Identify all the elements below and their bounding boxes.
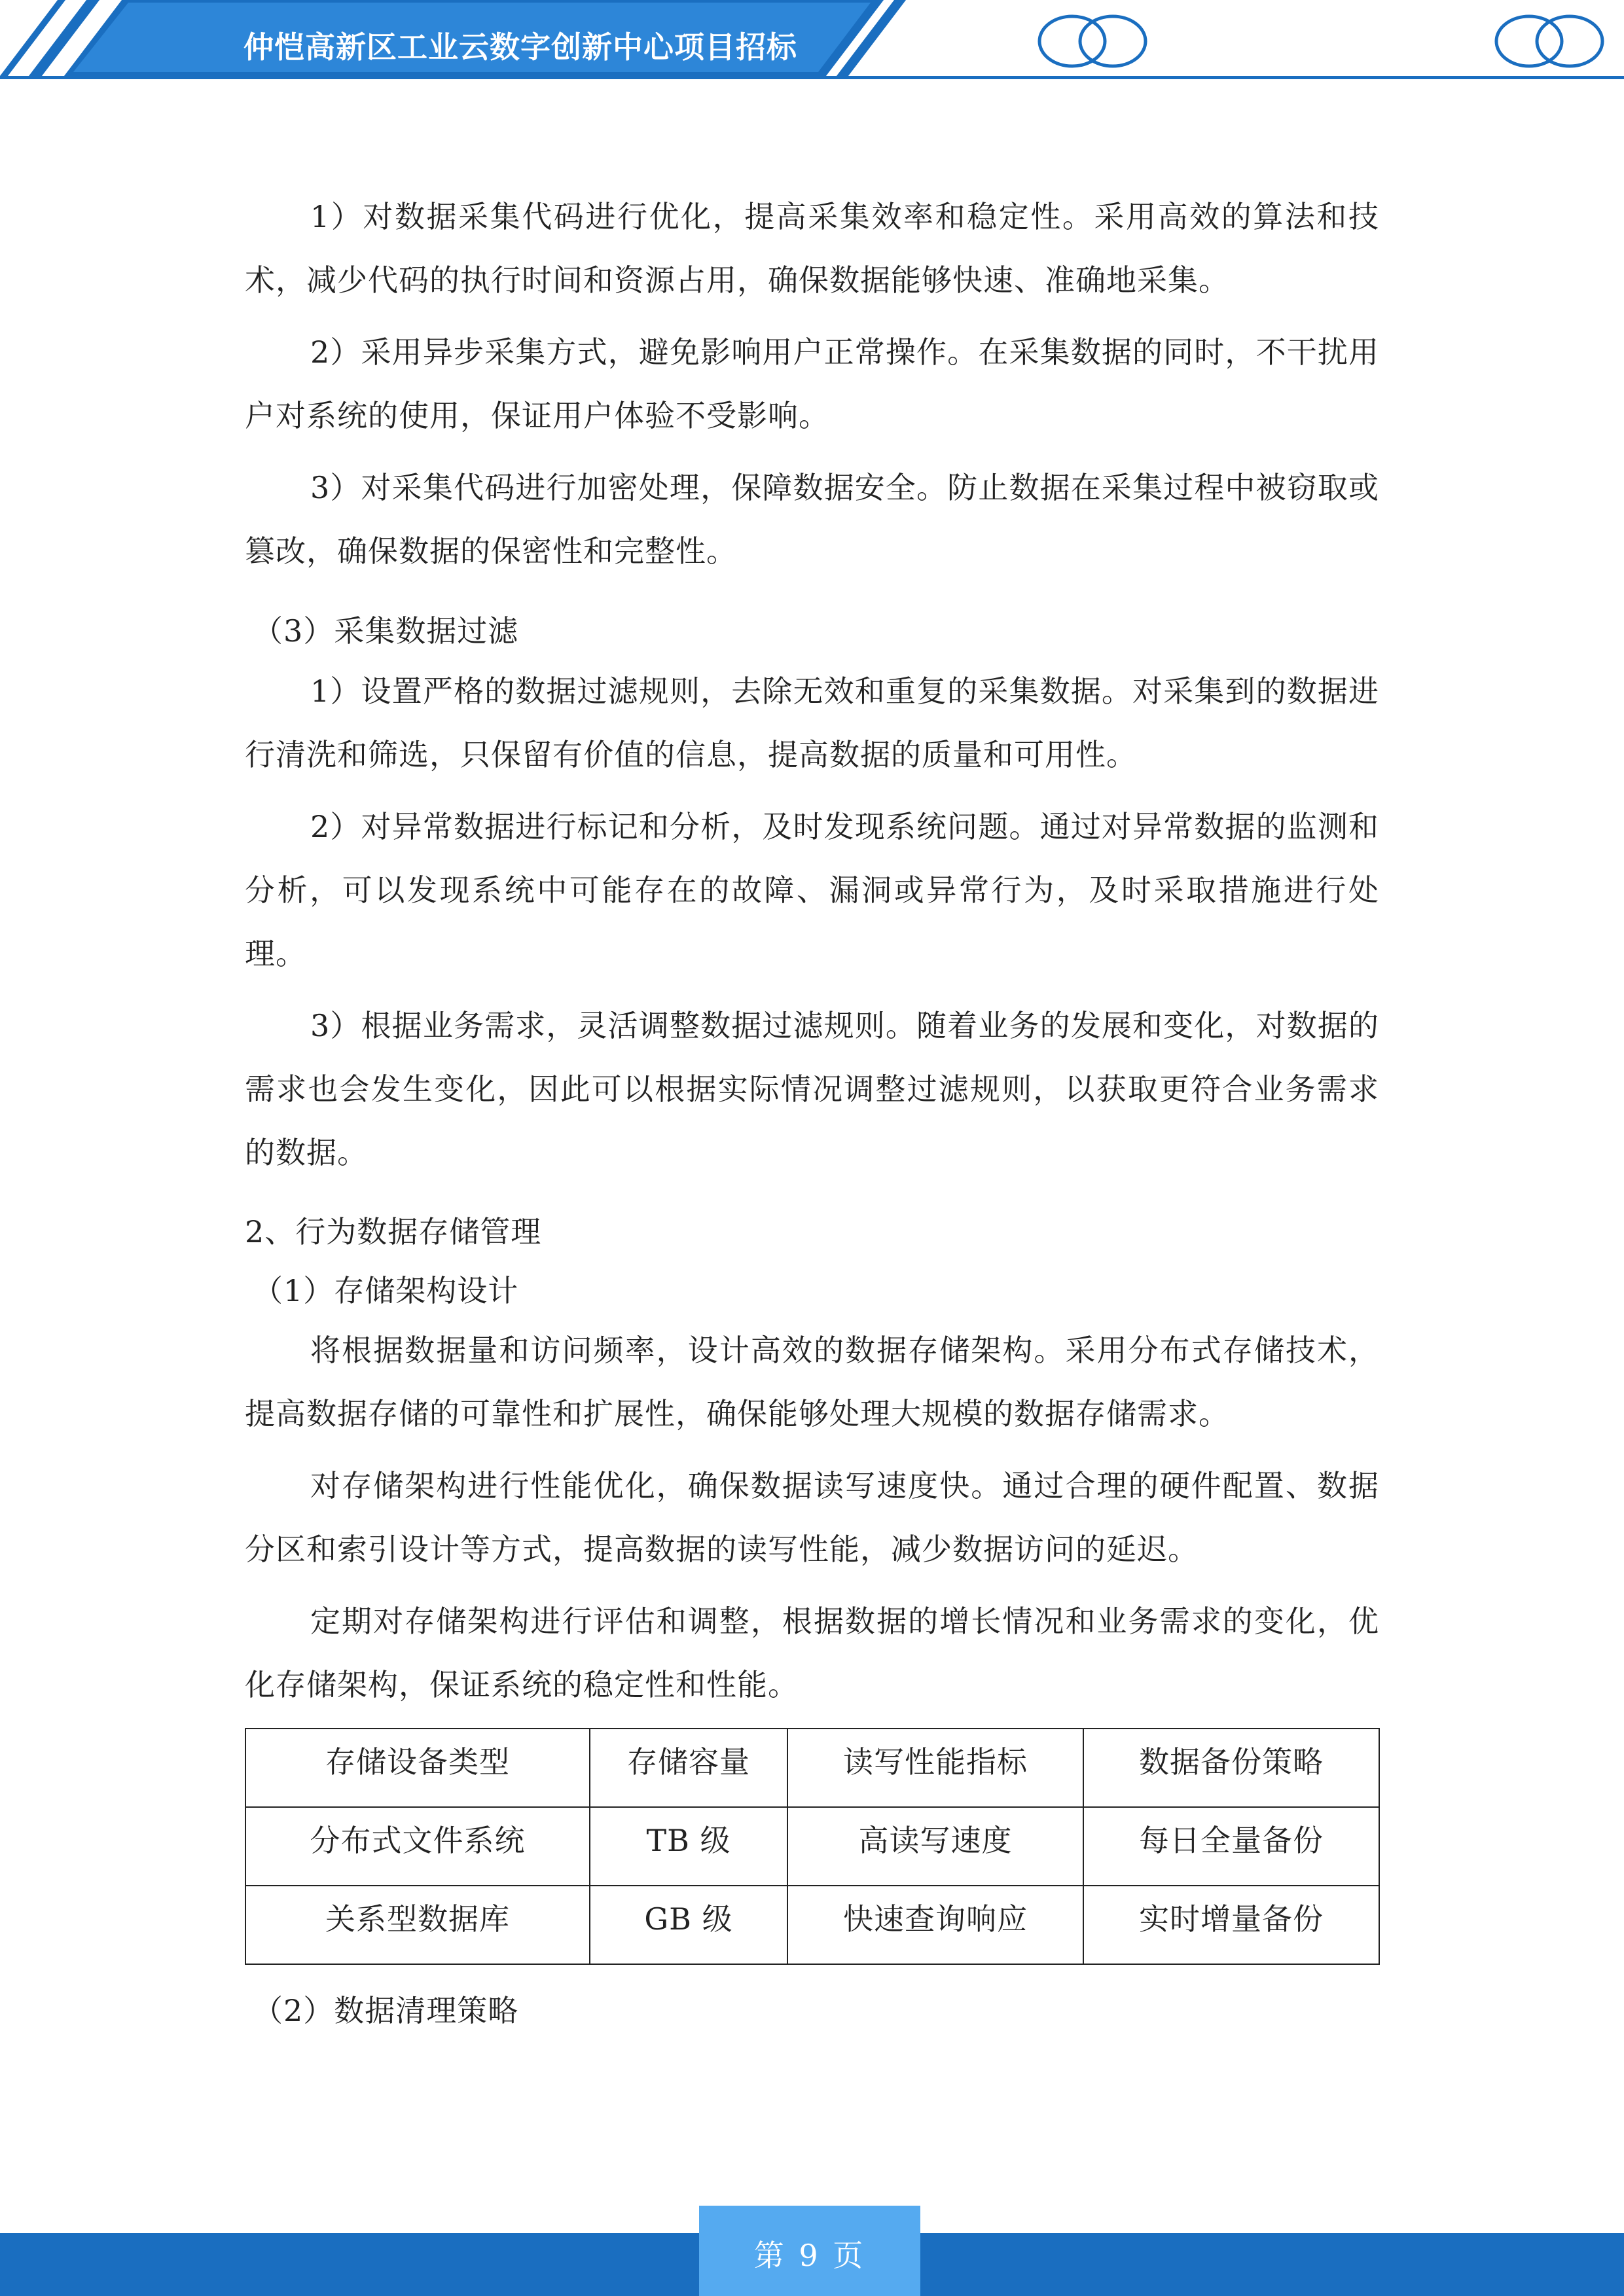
table-header-cell: 数据备份策略 xyxy=(1083,1729,1379,1807)
paragraph: 对存储架构进行性能优化，确保数据读写速度快。通过合理的硬件配置、数据分区和索引设计等方式，提高数据的读写性能，减少数据访问的延迟。 xyxy=(245,1468,1379,1567)
paragraph: 3）根据业务需求，灵活调整数据过滤规则。随着业务的发展和变化，对数据的需求也会发生变化，因此可以根据实际情况调整过滤规则，以获取更符合业务需求的数据。 xyxy=(245,1008,1379,1170)
paragraph: 1）对数据采集代码进行优化，提高采集效率和稳定性。采用高效的算法和技术，减少代码的执行时间和资源占用，确保数据能够快速、准确地采集。 xyxy=(245,199,1379,298)
section-subheading: （3）采集数据过滤 xyxy=(253,613,519,649)
page-number: 第 9 页 xyxy=(753,2238,866,2273)
table-cell: GB 级 xyxy=(590,1886,787,1964)
table-header-cell: 读写性能指标 xyxy=(787,1729,1083,1807)
table-header-cell: 存储容量 xyxy=(590,1729,787,1807)
paragraph: 2）采用异步采集方式，避免影响用户正常操作。在采集数据的同时，不干扰用户对系统的使用，保证用户体验不受影响。 xyxy=(245,334,1379,433)
section-heading: 2、行为数据存储管理 xyxy=(245,1214,542,1249)
rings-logo-icon xyxy=(1496,16,1602,66)
table-cell: 分布式文件系统 xyxy=(245,1807,590,1886)
table-cell: TB 级 xyxy=(590,1807,787,1886)
table-cell: 高读写速度 xyxy=(787,1807,1083,1886)
paragraph: 2）对异常数据进行标记和分析，及时发现系统问题。通过对异常数据的监测和分析，可以发现系统中可能存在的故障、漏洞或异常行为，及时采取措施进行处理。 xyxy=(245,809,1379,971)
paragraph: 将根据数据量和访问频率，设计高效的数据存储架构。采用分布式存储技术，提高数据存储的可靠性和扩展性，确保能够处理大规模的数据存储需求。 xyxy=(245,1333,1379,1431)
table-row xyxy=(245,1886,1379,1964)
paragraph: 定期对存储架构进行评估和调整，根据数据的增长情况和业务需求的变化，优化存储架构，保证系统的稳定性和性能。 xyxy=(245,1604,1379,1702)
table-header-row xyxy=(245,1729,1379,1807)
table-cell: 每日全量备份 xyxy=(1083,1807,1379,1886)
table-header-cell: 存储设备类型 xyxy=(245,1729,590,1807)
header-title: 仲恺高新区工业云数字创新中心项目招标 xyxy=(244,29,797,65)
table-cell: 快速查询响应 xyxy=(787,1886,1083,1964)
page-header xyxy=(0,0,1624,85)
paragraph: 1）设置严格的数据过滤规则，去除无效和重复的采集数据。对采集到的数据进行清洗和筛选，只保留有价值的信息，提高数据的质量和可用性。 xyxy=(245,673,1379,772)
rings-logo-icon xyxy=(1039,16,1146,66)
section-subheading: （2）数据清理策略 xyxy=(253,1993,519,2028)
table-row xyxy=(245,1807,1379,1886)
paragraph: 3）对采集代码进行加密处理，保障数据安全。防止数据在采集过程中被窃取或篡改，确保数据的保密性和完整性。 xyxy=(245,470,1379,569)
storage-table xyxy=(245,1728,1380,1965)
section-subheading: （1）存储架构设计 xyxy=(253,1273,519,1308)
table-cell: 关系型数据库 xyxy=(245,1886,590,1964)
table-cell: 实时增量备份 xyxy=(1083,1886,1379,1964)
